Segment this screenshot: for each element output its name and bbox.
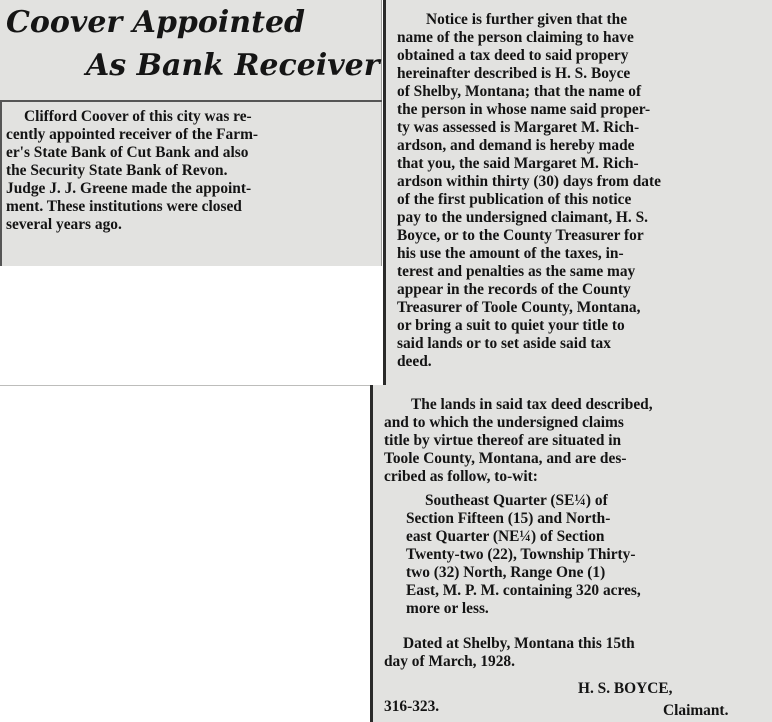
signature-title: Claimant. bbox=[663, 702, 729, 719]
notice-line: his use the amount of the taxes, in- bbox=[397, 245, 624, 262]
notice-line: of the first publication of this notice bbox=[397, 191, 632, 208]
divider-line bbox=[0, 385, 380, 386]
article-line: several years ago. bbox=[6, 216, 122, 233]
article-line: er's State Bank of Cut Bank and also bbox=[6, 144, 249, 161]
legal-description-line: East, M. P. M. containing 320 acres, bbox=[406, 582, 641, 599]
notice-line: title by virtue thereof are situated in bbox=[384, 432, 622, 449]
notice-line: deed. bbox=[397, 353, 432, 370]
legal-description-line: two (32) North, Range One (1) bbox=[406, 564, 606, 581]
notice-line: terest and penalties as the same may bbox=[397, 263, 636, 280]
article-line: ment. These institutions were closed bbox=[6, 198, 242, 215]
article-line: Judge J. J. Greene made the appoint- bbox=[6, 180, 252, 197]
notice-clipping-upper bbox=[383, 0, 772, 385]
notice-line: Toole County, Montana, and are des- bbox=[384, 450, 627, 467]
legal-description-line: more or less. bbox=[406, 600, 489, 617]
left-clipping bbox=[0, 0, 382, 266]
article-line: the Security State Bank of Revon. bbox=[6, 162, 228, 179]
article-line: Clifford Coover of this city was re- bbox=[24, 108, 252, 125]
notice-clipping-lower bbox=[370, 385, 772, 722]
legal-description-line: east Quarter (NE¼) of Section bbox=[406, 528, 605, 545]
notice-line: or bring a suit to quiet your title to bbox=[397, 317, 625, 334]
legal-description-line: Southeast Quarter (SE¼) of bbox=[425, 492, 608, 509]
notice-line: Treasurer of Toole County, Montana, bbox=[397, 299, 641, 316]
headline-line-1: Coover Appointed bbox=[6, 5, 306, 40]
notice-line: name of the person claiming to have bbox=[397, 29, 634, 46]
notice-line: and to which the undersigned claims bbox=[384, 414, 624, 431]
notice-line: hereinafter described is H. S. Boyce bbox=[397, 65, 631, 82]
notice-line: ty was assessed is Margaret M. Rich- bbox=[397, 119, 640, 136]
notice-line: ardson within thirty (30) days from date bbox=[397, 173, 661, 190]
legal-description-line: Twenty-two (22), Township Thirty- bbox=[406, 546, 636, 563]
notice-line: cribed as follow, to-wit: bbox=[384, 468, 538, 485]
notice-line: The lands in said tax deed described, bbox=[411, 396, 653, 413]
headline-line-2: As Bank Receiver bbox=[86, 48, 380, 83]
notice-line: appear in the records of the County bbox=[397, 281, 631, 298]
notice-line: said lands or to set aside said tax bbox=[397, 335, 611, 352]
notice-line: of Shelby, Montana; that the name of bbox=[397, 83, 642, 100]
legal-description-line: Section Fifteen (15) and North- bbox=[406, 510, 611, 527]
notice-line: Notice is further given that the bbox=[426, 11, 628, 28]
article-line: cently appointed receiver of the Farm- bbox=[6, 126, 259, 143]
dated-line: day of March, 1928. bbox=[384, 653, 515, 670]
dated-line: Dated at Shelby, Montana this 15th bbox=[403, 635, 635, 652]
headline-box bbox=[0, 0, 382, 102]
left-article-body bbox=[0, 100, 384, 266]
notice-line: ardson, and demand is hereby made bbox=[397, 137, 635, 154]
notice-line: obtained a tax deed to said propery bbox=[397, 47, 629, 64]
signature-name: H. S. BOYCE, bbox=[578, 680, 673, 697]
reference-number: 316-323. bbox=[384, 698, 440, 715]
notice-line: that you, the said Margaret M. Rich- bbox=[397, 155, 639, 172]
notice-line: pay to the undersigned claimant, H. S. bbox=[397, 209, 648, 226]
notice-line: the person in whose name said proper- bbox=[397, 101, 651, 118]
notice-line: Boyce, or to the County Treasurer for bbox=[397, 227, 644, 244]
